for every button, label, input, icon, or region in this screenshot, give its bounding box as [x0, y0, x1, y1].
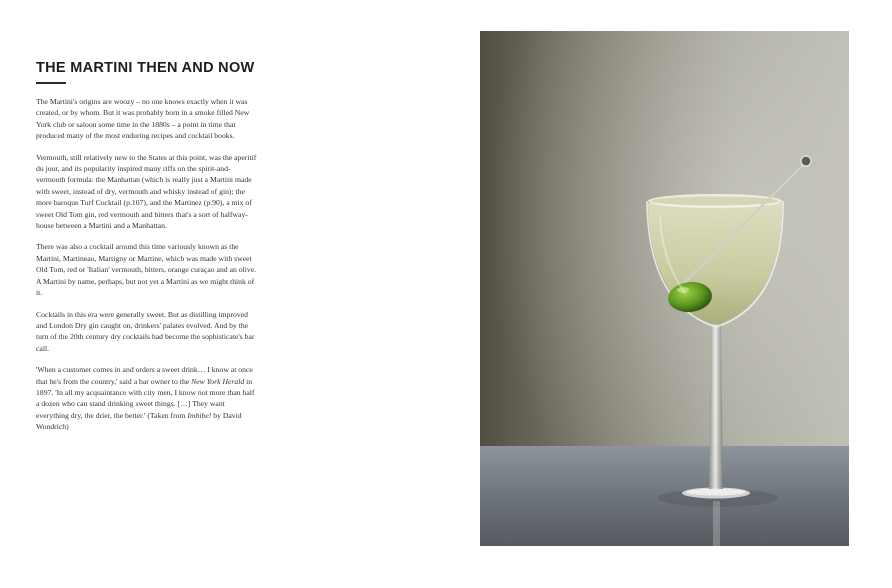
martini-photo — [480, 31, 849, 546]
book-title: Imbibe! — [187, 410, 212, 420]
quote-part-2: in 1897. 'In all my acquaintance with city men, I know not more than half a dozen who can stand drinking sweet things. […] They want everything dry, the drier, the better.' (Taken from — [36, 376, 255, 420]
article-title: THE MARTINI THEN AND NOW — [36, 60, 255, 76]
martini-illustration — [480, 31, 849, 546]
newspaper-name: New York Herald — [191, 376, 245, 386]
article-body — [36, 96, 258, 443]
quote-part-1: 'When a customer comes in and orders a sweet drink… I know at once that he's from the country,' said a bar owner to the — [36, 365, 253, 386]
paragraph-3: There was also a cocktail around this time variously known as the Martini, Martineau, Martigny or Martine, which was made with sweet Old Tom, red or 'Italian' vermouth, bitters, orange curaçao and an olive. A Martini by name, perhaps, but not yet a Martini as we might think of it. — [36, 242, 257, 298]
paragraph-1: The Martini's origins are woozy – no one knows exactly when it was created, or by whom. But it was probably born in a smoke filled New York club or saloon some time in the 1880s – a point in time that produced many of the most enduring recipes and cocktail books. — [36, 97, 250, 141]
paragraph-5 — [36, 364, 258, 432]
quote-part-3: by David Wondrich) — [36, 410, 242, 432]
paragraph-2: Vermouth, still relatively new to the States at this point, was the aperitif du jour, and its popularity inspired many riffs on the spirit-and-vermouth formula: the Manhattan (which is really just a Martini made with sweet, instead of dry, vermouth and whisky instead of gin); the more baroque Turf Cocktail (p.107), and the Martinez (p.90), a mix of sweet Old Tom gin, red vermouth and bitters that's a sort of halfway-house between a Martini and a Manhattan. — [36, 152, 257, 231]
paragraph-4: Cocktails in this era were generally sweet. But as distilling improved and London Dry gin caught on, drinkers' palates evolved. And by the turn of the 20th century dry cocktails had become the sophisticate's bar call. — [36, 309, 255, 353]
title-underline — [36, 82, 66, 84]
